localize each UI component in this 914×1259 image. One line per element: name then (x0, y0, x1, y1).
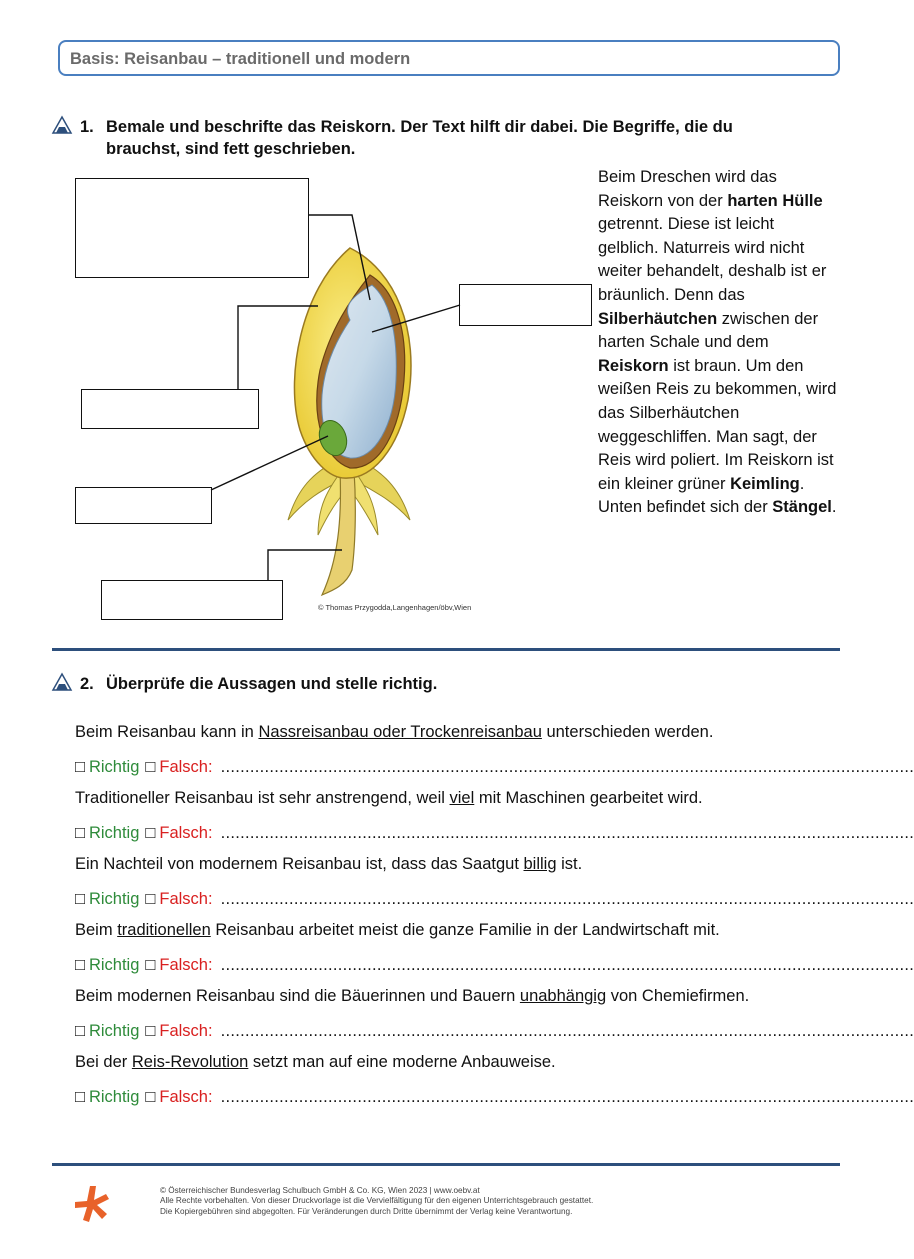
image-credit: © Thomas Przygodda,Langenhagen/öbv,Wien (318, 603, 472, 612)
task1-number: 1. (80, 118, 94, 136)
falsch-checkbox[interactable]: □ (145, 1088, 156, 1106)
term-staengel: Stängel (772, 498, 832, 517)
statement-underlined: traditionellen (117, 921, 211, 939)
richtig-label: Richtig (88, 890, 140, 908)
statement-text: ist. (556, 855, 583, 873)
richtig-checkbox[interactable]: □ (75, 1088, 85, 1106)
task2-number: 2. (80, 675, 94, 693)
answer-row-5 (75, 1022, 914, 1041)
statement-5 (75, 987, 749, 1006)
richtig-label: Richtig (88, 1088, 140, 1106)
label-box-4[interactable] (75, 487, 212, 524)
answer-line[interactable]: .............................................................................................................................................. (220, 824, 914, 842)
falsch-label: Falsch: (159, 956, 213, 974)
statement-text: Traditioneller Reisanbau ist sehr anstrengend, weil (75, 789, 450, 807)
answer-line[interactable]: .............................................................................................................................................. (220, 890, 914, 908)
statement-text: Ein Nachteil von modernem Reisanbau ist, dass das Saatgut (75, 855, 524, 873)
difficulty-level-icon (52, 673, 72, 691)
statement-3 (75, 855, 582, 874)
answer-line[interactable]: .............................................................................................................................................. (220, 758, 914, 776)
statement-text: Beim Reisanbau kann in (75, 723, 259, 741)
statement-text: setzt man auf eine moderne Anbauweise. (248, 1053, 556, 1071)
richtig-label: Richtig (88, 758, 140, 776)
answer-row-3 (75, 890, 914, 909)
answer-line[interactable]: .............................................................................................................................................. (220, 1088, 914, 1106)
falsch-label: Falsch: (159, 1088, 213, 1106)
text-segment: . Unten befindet sich der (598, 474, 805, 517)
term-silberhaeutchen: Silberhäutchen (598, 309, 718, 328)
statement-underlined: Reis-Revolution (131, 1053, 249, 1071)
statement-text: Bei der (75, 1053, 132, 1071)
text-segment: ist braun. Um den weißen Reis zu bekommen, wird das Silberhäutchen weggeschliffen. Man sagt, der Reis wird poliert. Im Reiskorn ist ein kleiner grüner (598, 356, 837, 493)
statement-text: Beim (75, 921, 118, 939)
task1-info-text (598, 166, 838, 520)
statement-text: unterschieden werden. (541, 723, 714, 741)
falsch-label: Falsch: (159, 758, 213, 776)
statement-text: Reisanbau arbeitet meist die ganze Familie in der Landwirtschaft mit. (210, 921, 720, 939)
term-harte-huelle: harten Hülle (727, 191, 823, 210)
statement-1 (75, 723, 713, 742)
statement-4 (75, 921, 720, 940)
statement-2 (75, 789, 703, 808)
statement-6 (75, 1053, 556, 1072)
richtig-checkbox[interactable]: □ (75, 758, 85, 776)
answer-row-1 (75, 758, 914, 777)
label-box-3[interactable] (81, 389, 259, 429)
statement-text: mit Maschinen gearbeitet wird. (474, 789, 703, 807)
section-divider (52, 648, 840, 651)
statement-underlined: billig (523, 855, 557, 873)
page-title: Basis: Reisanbau – traditionell und modern (70, 50, 411, 68)
falsch-checkbox[interactable]: □ (145, 758, 156, 776)
publisher-logo-icon (72, 1184, 112, 1224)
answer-row-2 (75, 824, 914, 843)
falsch-label: Falsch: (159, 1022, 213, 1040)
answer-line[interactable]: .............................................................................................................................................. (220, 956, 914, 974)
richtig-label: Richtig (88, 824, 140, 842)
richtig-label: Richtig (88, 956, 140, 974)
falsch-checkbox[interactable]: □ (145, 956, 156, 974)
richtig-checkbox[interactable]: □ (75, 956, 85, 974)
falsch-label: Falsch: (159, 824, 213, 842)
text-segment: zwischen der harten Schale und dem (598, 309, 819, 352)
statement-underlined: unabhängig (519, 987, 607, 1005)
task1-instruction-line2: brauchst, sind fett geschrieben. (106, 140, 356, 158)
statement-underlined: viel (449, 789, 475, 807)
falsch-checkbox[interactable]: □ (145, 890, 156, 908)
falsch-checkbox[interactable]: □ (145, 824, 156, 842)
label-box-5[interactable] (101, 580, 283, 620)
footer-line-3: Die Kopiergebühren sind abgegolten. Für Veränderungen durch Dritte übernimmt der Verlag keine Verantwortung. (160, 1206, 573, 1216)
text-segment: . (831, 498, 837, 517)
answer-row-4 (75, 956, 914, 975)
text-segment: Beim Dreschen wird das Reiskorn von der (598, 168, 777, 210)
statement-underlined: Nassreisanbau oder Trockenreisanbau (258, 723, 542, 741)
task1-instruction-line1: Bemale und beschrifte das Reiskorn. Der Text hilft dir dabei. Die Begriffe, die du (106, 118, 733, 136)
richtig-checkbox[interactable]: □ (75, 824, 85, 842)
richtig-checkbox[interactable]: □ (75, 1022, 85, 1040)
task2-instruction: Überprüfe die Aussagen und stelle richtig. (106, 675, 438, 693)
text-segment: getrennt. Diese ist leicht gelblich. Naturreis wird nicht weiter behandelt, deshalb ist er bräunlich. Denn das (598, 215, 827, 304)
footer-line-2: Alle Rechte vorbehalten. Von dieser Druckvorlage ist die Vervielfältigung für den eigenen Unterrichtsgebrauch gestattet. (160, 1196, 594, 1206)
falsch-label: Falsch: (159, 890, 213, 908)
label-box-1[interactable] (75, 178, 309, 278)
richtig-checkbox[interactable]: □ (75, 890, 85, 908)
statement-text: von Chemiefirmen. (606, 987, 750, 1005)
answer-row-6 (75, 1088, 914, 1107)
footer-line-1: © Österreichischer Bundesverlag Schulbuch GmbH & Co. KG, Wien 2023 | www.oebv.at (160, 1186, 480, 1195)
label-box-2[interactable] (459, 284, 592, 326)
statement-text: Beim modernen Reisanbau sind die Bäuerinnen und Bauern (75, 987, 520, 1005)
answer-line[interactable]: .............................................................................................................................................. (220, 1022, 914, 1040)
richtig-label: Richtig (88, 1022, 140, 1040)
term-reiskorn: Reiskorn (598, 356, 669, 375)
falsch-checkbox[interactable]: □ (145, 1022, 156, 1040)
footer-divider (52, 1163, 840, 1166)
footer-copyright (160, 1186, 593, 1217)
term-keimling: Keimling (730, 474, 800, 493)
